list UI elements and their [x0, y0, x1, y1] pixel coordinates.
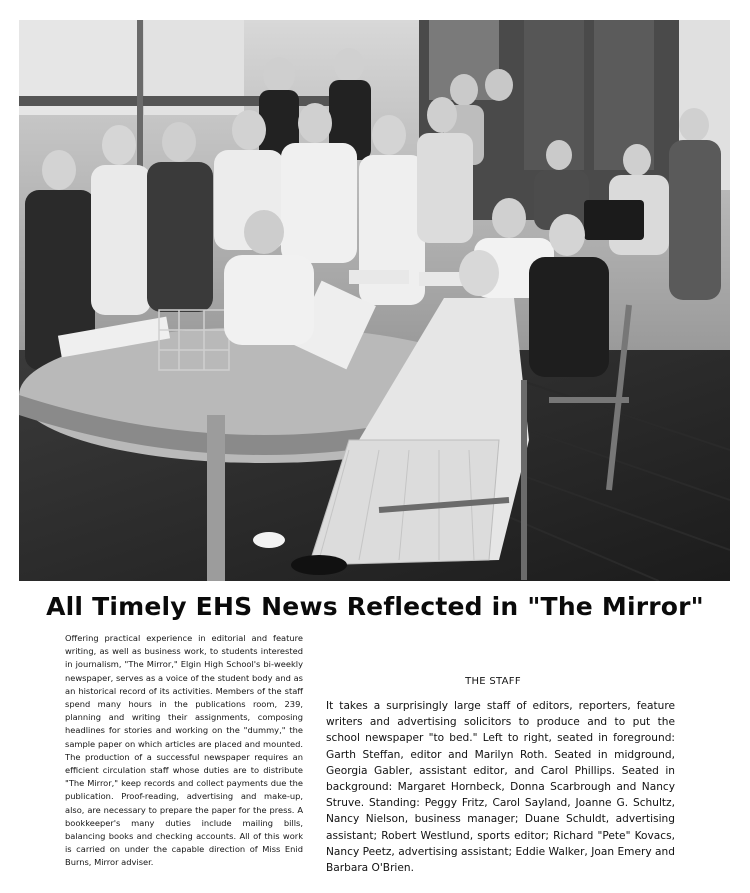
staff-caption: It takes a surprisingly large staff of editors, reporters, feature writers and advertising solicitors to produce and to put the school newspaper "to bed." Left to right, seated in foreground: Garth Steffan, editor and Marilyn Roth. Seated in midground, Georgia Gabler, assistant editor, and Carol Phillips. Seated in background: Margaret Hornbeck, Donna Scarbrough and Nancy Struve. Standing: Peggy Fritz, Carol Sayland, Joanne G. Schultz, Nancy Nielson, business manager; Duane Schuldt, advertising assistant; Robert Westlund, sports editor; Richard "Pete" Kovacs, Nancy Peetz, advertising assistant; Eddie Walker, Joan Emery and Barbara O'Brien.: [326, 700, 675, 875]
staff-group-photo: [19, 20, 730, 581]
staff-section-title: THE STAFF: [465, 676, 521, 687]
article-body-left: Offering practical experience in editorial and feature writing, as well as business work, to students interested in journalism, "The Mirror," Elgin High School's bi-weekly newspaper, serves as a voice of the student body and as an historical record of its activities. Members of the staff spend many hours in the publications room, 239, planning and writing their assignments, composing headlines for stories and working on the "dummy," the sample paper on which articles are placed and mounted. The production of a successful newspaper requires an efficient circulation staff whose duties are to distribute "The Mirror," keep records and collect payments due the publication. Proof-reading, advertising and make-up, also, are necessary to prepare the paper for the press. A bookkeeper's many duties include mailing bills, balancing books and checking accounts. All of this work is carried on under the capable direction of Miss Enid Burns, Mirror adviser.: [65, 633, 303, 868]
photo-illustration: [19, 20, 730, 581]
article-headline: All Timely EHS News Reflected in "The Mirror": [46, 592, 704, 621]
